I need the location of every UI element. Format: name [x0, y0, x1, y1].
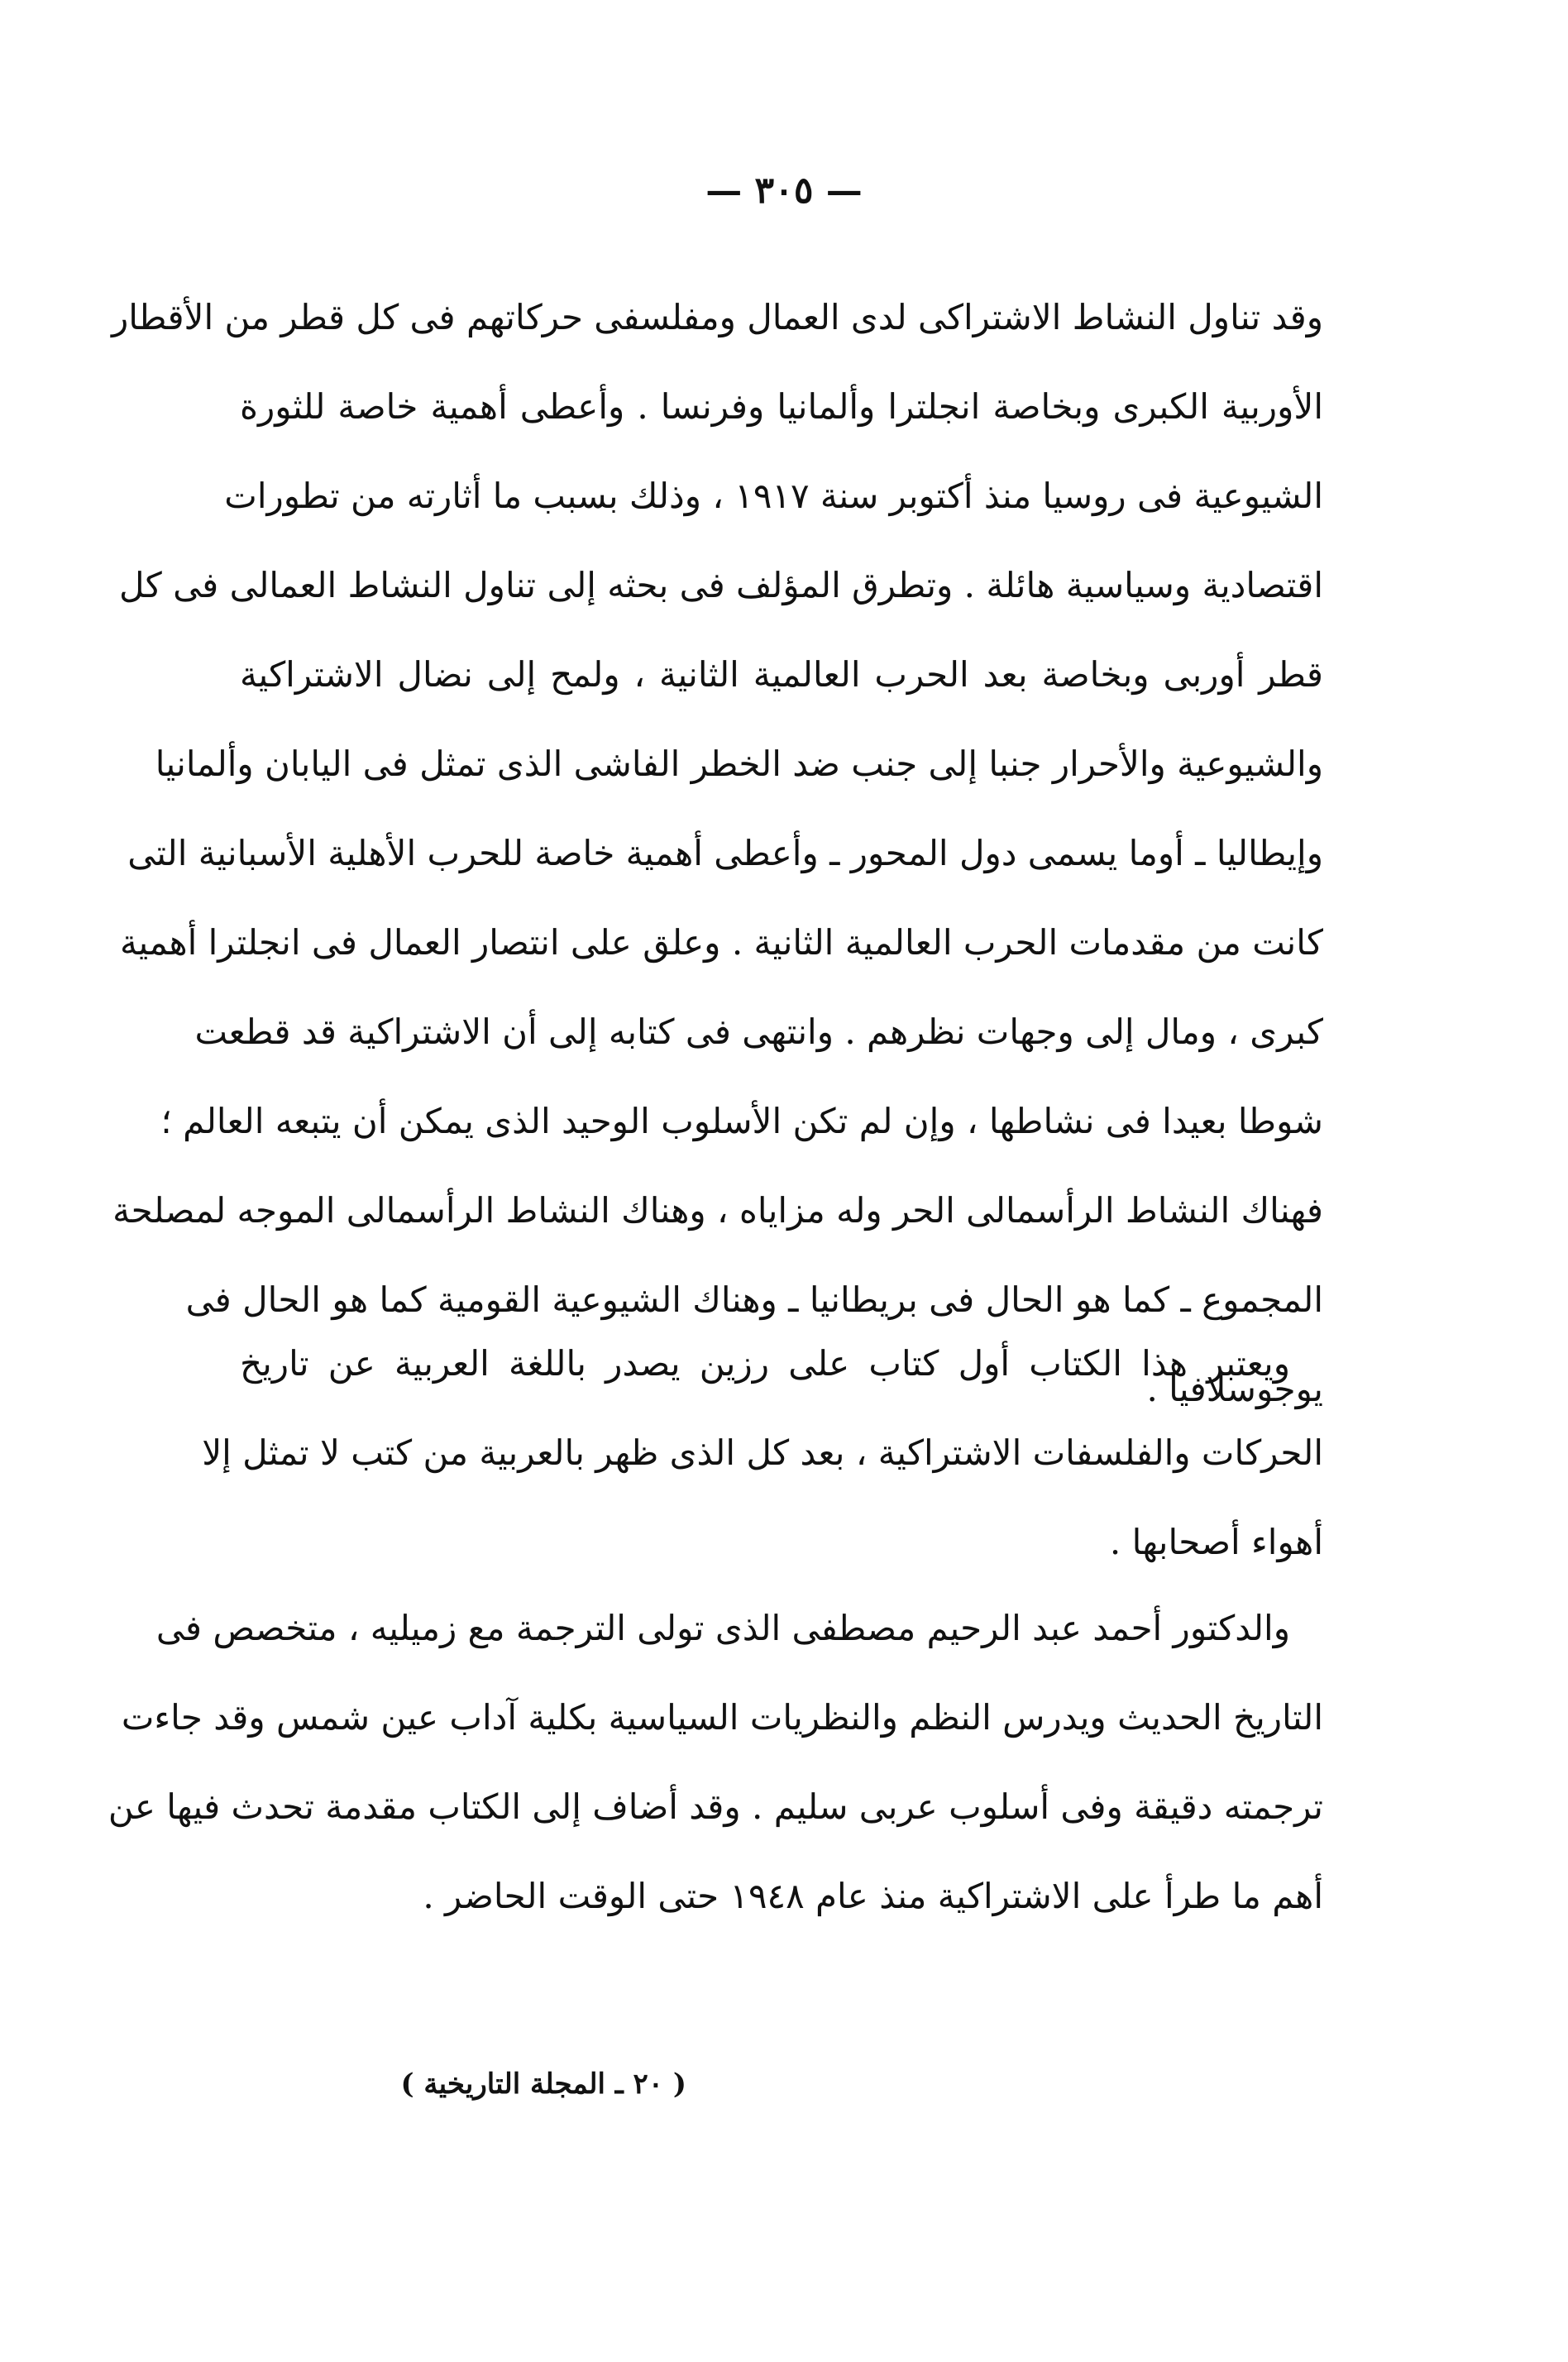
text-line: فهناك النشاط الرأسمالى الحر وله مزاياه ، وهناك النشاط الرأسمالى الموجه لمصلحة: [112, 1190, 1323, 1231]
paragraph-3: [108, 1584, 1323, 1941]
page-number: — ٣٠٥ —: [705, 170, 863, 212]
text-line: كبرى ، ومال إلى وجهات نظرهم . وانتهى فى كتابه إلى أن الاشتراكية قد قطعت: [194, 1011, 1323, 1052]
text-line: المجموع ـ كما هو الحال فى بريطانيا ـ وهناك الشيوعية القومية كما هو الحال فى: [185, 1279, 1323, 1320]
text-line: ترجمته دقيقة وفى أسلوب عربى سليم . وقد أضاف إلى الكتاب مقدمة تحدث فيها عن: [108, 1786, 1323, 1827]
text-line: يوجوسلافيا .: [1146, 1369, 1323, 1409]
text-line: والشيوعية والأحرار جنبا إلى جنب ضد الخطر الفاشى الذى تمثل فى اليابان وألمانيا: [155, 744, 1323, 784]
text-line: وإيطاليا ـ أوما يسمى دول المحور ـ وأعطى أهمية خاصة للحرب الأهلية الأسبانية التى: [127, 833, 1323, 873]
text-line: أهواء أصحابها .: [1109, 1522, 1323, 1562]
text-line: الشيوعية فى روسيا منذ أكتوبر سنة ١٩١٧ ، وذلك بسبب ما أثارته من تطورات: [224, 476, 1323, 516]
text-line: أهم ما طرأ على الاشتراكية منذ عام ١٩٤٨ حتى الوقت الحاضر .: [423, 1876, 1323, 1916]
text-line: قطر أوربى وبخاصة بعد الحرب العالمية الثانية ، ولمح إلى نضال الاشتراكية: [240, 654, 1323, 695]
text-line: الأوربية الكبرى وبخاصة انجلترا وألمانيا وفرنسا . وأعطى أهمية خاصة للثورة: [240, 386, 1323, 427]
text-line: الحركات والفلسفات الاشتراكية ، بعد كل الذى ظهر بالعربية من كتب لا تمثل إلا: [202, 1432, 1323, 1473]
footer-signature: ( ٢٠ ـ المجلة التاريخية ): [400, 2068, 686, 2101]
text-line: شوطا بعيدا فى نشاطها ، وإن لم تكن الأسلوب الوحيد الذى يمكن أن يتبعه العالم ؛: [160, 1101, 1323, 1141]
text-line: وقد تناول النشاط الاشتراكى لدى العمال ومفلسفى حركاتهم فى كل قطر من الأقطار: [111, 297, 1323, 337]
text-line: والدكتور أحمد عبد الرحيم مصطفى الذى تولى الترجمة مع زميليه ، متخصص فى: [155, 1608, 1290, 1648]
text-line: اقتصادية وسياسية هائلة . وتطرق المؤلف فى بحثه إلى تناول النشاط العمالى فى كل: [119, 565, 1323, 605]
paragraph-1: [111, 273, 1323, 1434]
text-line: ويعتبر هذا الكتاب أول كتاب على رزين يصدر باللغة العربية عن تاريخ: [240, 1343, 1290, 1384]
paragraph-2: [202, 1319, 1323, 1587]
text-line: كانت من مقدمات الحرب العالمية الثانية . وعلق على انتصار العمال فى انجلترا أهمية: [120, 922, 1323, 963]
text-line: التاريخ الحديث ويدرس النظم والنظريات السياسية بكلية آداب عين شمس وقد جاءت: [121, 1697, 1323, 1738]
